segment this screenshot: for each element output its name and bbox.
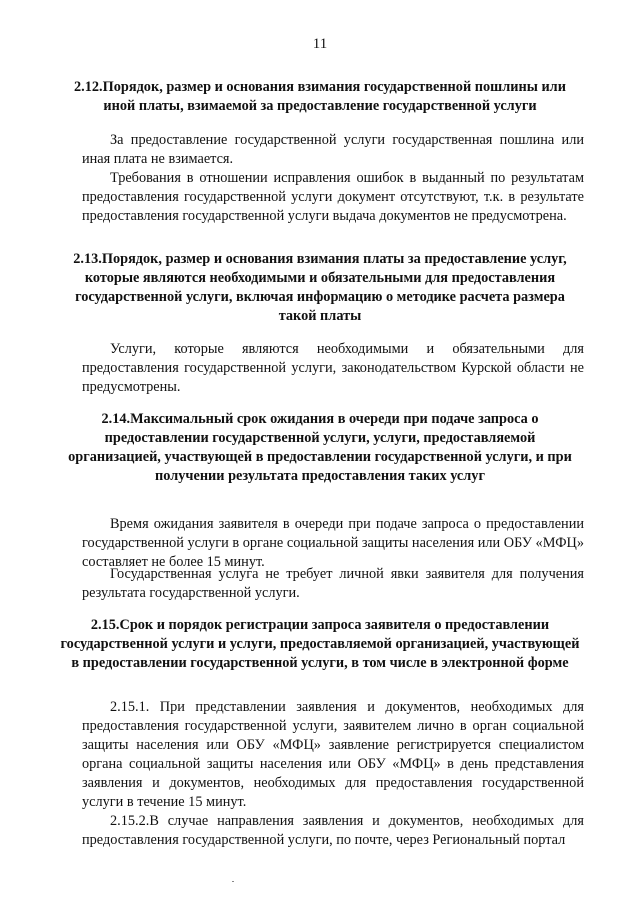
section-2-13-heading: 2.13.Порядок, размер и основания взимания платы за предоставление услуг, которые являются необходимыми и обязательными для предоставления государственной услуги, включая информацию о методике расчета размера такой платы [73,251,567,324]
section-2-12-heading: 2.12.Порядок, размер и основания взимания государственной пошлины или иной платы, взимаемой за предоставление государственной услуги [74,79,566,114]
section-2-12-paragraph-2: Требования в отношении исправления ошибок в выданный по результатам предоставления государственной услуги документ отсутствуют, т.к. в результате предоставления государственной услуги выдача документов не предусмотрена. [82,170,584,224]
section-2-14-paragraph-1: Время ожидания заявителя в очереди при подаче запроса о предоставлении государственной услуги в органе социальной защиты населения или ОБУ «МФЦ» составляет не более 15 минут. [82,516,584,570]
section-2-14-paragraph-2: Государственная услуга не требует личной явки заявителя для получения результата государственной услуги. [82,566,584,601]
section-2-15-paragraph-1: 2.15.1. При представлении заявления и документов, необходимых для предоставления государственной услуги, заявителем лично в орган социальной защиты населения или ОБУ «МФЦ» заявление регистрируется специалистом органа социальной защиты населения или ОБУ «МФЦ» в день представления заявления и документов, необходимых для предоставления государственной услуги в течение 15 минут. [82,699,584,810]
section-2-12-paragraph-1: За предоставление государственной услуги государственная пошлина или иная плата не взимается. [82,132,584,167]
page-number: 11 [312,36,328,52]
section-2-14-heading: 2.14.Максимальный срок ожидания в очереди при подаче запроса о предоставлении государственной услуги, услуги, предоставляемой организацией, участвующей в предоставлении государственной услуги, и при получении результата предоставления таких услуг [68,411,572,484]
section-2-15-paragraph-2: 2.15.2.В случае направления заявления и документов, необходимых для предоставления государственной услуги, по почте, через Региональный портал [82,813,584,848]
section-2-15-heading: 2.15.Срок и порядок регистрации запроса заявителя о предоставлении государственной услуги и услуги, предоставляемой организацией, участвующей в предоставлении государственной услуги, в том числе в электронной форме [60,617,580,671]
scan-speck [232,881,234,882]
section-2-13-paragraph-1: Услуги, которые являются необходимыми и обязательными для предоставления государственной услуги, законодательством Курской области не предусмотрены. [82,341,584,395]
